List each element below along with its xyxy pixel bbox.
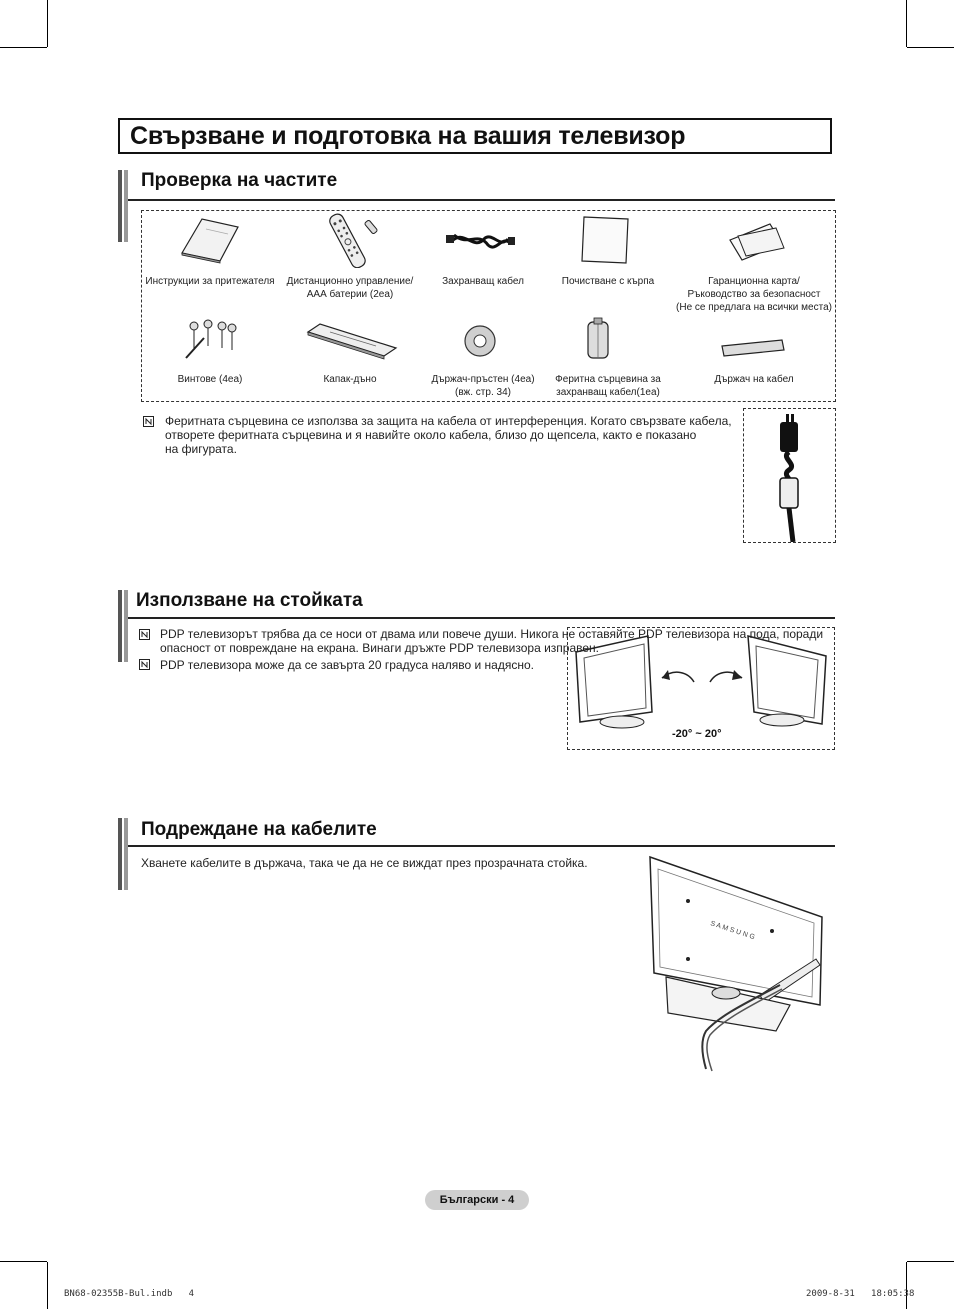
cables-text: Хванете кабелите в държача, така че да не се виждат през прозрачната стойка.: [141, 856, 588, 870]
ferrite-note-line2: отворете феритната сърцевина и я навийте около кабела, близо до щепсела, както е показано: [165, 428, 697, 442]
section-bar: [118, 590, 128, 662]
crop-mark: [0, 47, 47, 48]
ferrite-note-line3: на фигурата.: [165, 442, 237, 456]
ferrite-plug-illustration: [760, 412, 820, 542]
remote-control-icon: [318, 212, 388, 268]
ferrite-core-icon: [583, 316, 613, 364]
section-heading-stand: Използване на стойката: [136, 590, 363, 611]
caption-warranty: Гаранционна карта/ Ръководство за безопасност (Не се предлага на всички места): [676, 276, 832, 313]
print-slug-right: 2009-8-31 18:05:38: [806, 1289, 915, 1299]
note-icon: [139, 659, 150, 670]
section-rule: [128, 199, 835, 201]
crop-mark: [906, 0, 907, 47]
section-rule: [128, 845, 835, 847]
caption-remote: Дистанционно управление/ ААА батерии (2еа): [286, 276, 414, 300]
caption-holder-ring: Държач-пръстен (4еа) (вж. стр. 34): [431, 374, 535, 398]
print-slug-left: BN68-02355B-Bul.indb 4: [64, 1289, 195, 1299]
section-heading-cables: Подреждане на кабелите: [141, 819, 377, 840]
caption-power-cable: Захранващ кабел: [442, 276, 524, 287]
stand-note1-line2: опасност от повреждане на екрана. Винаги дръжте PDP телевизора изправен.: [160, 641, 600, 655]
svg-text:S A M S U N G: S A M S U N G: [709, 920, 756, 942]
crop-mark: [906, 1262, 907, 1309]
ferrite-note-line1: Феритната сърцевина се използва за защита на кабела от интерференция. Когато свързвате кабела,: [165, 414, 732, 428]
note-icon: [143, 416, 154, 427]
manual-book-icon: [178, 215, 242, 265]
tv-back-cable-illustration: [640, 855, 830, 1075]
stand-rotation-illustration: [570, 630, 832, 730]
crop-mark: [907, 47, 954, 48]
section-bar: [118, 818, 128, 890]
caption-ferrite: Феритна сърцевина за захранващ кабел(1еа): [555, 374, 661, 398]
caption-cable-holder: Държач на кабел: [714, 374, 794, 385]
section-rule: [128, 617, 835, 619]
stand-note1-line1: PDP телевизорът трябва да се носи от двама или повече души. Никога не оставяйте PDP телевизора на пода, поради: [160, 627, 824, 641]
page-title: Свързване и подготовка на вашия телевизор: [130, 122, 686, 150]
caption-cloth: Почистване с кърпа: [561, 276, 655, 287]
holder-ring-icon: [460, 322, 500, 360]
page-title-box: [118, 118, 832, 154]
screws-icon: [180, 318, 240, 364]
caption-bottom-cover: Капак-дъно: [323, 374, 377, 385]
crop-mark: [47, 1262, 48, 1309]
section-heading-parts: Проверка на частите: [141, 170, 338, 191]
caption-manual: Инструкции за притежателя: [145, 276, 275, 287]
warranty-card-icon: [726, 222, 788, 262]
angle-label: -20° ~ 20°: [672, 728, 722, 740]
caption-screws: Винтове (4еа): [177, 374, 243, 385]
crop-mark: [0, 1261, 47, 1262]
page-number-badge: Български - 4: [425, 1190, 529, 1210]
section-bar: [118, 170, 128, 242]
note-icon: [139, 629, 150, 640]
crop-mark: [47, 0, 48, 47]
crop-mark: [907, 1261, 954, 1262]
power-cable-icon: [444, 225, 516, 255]
stand-note2: PDP телевизора може да се завърта 20 градуса наляво и надясно.: [160, 658, 534, 672]
cable-holder-icon: [720, 338, 786, 360]
bottom-cover-icon: [306, 322, 398, 360]
cleaning-cloth-icon: [580, 215, 632, 265]
